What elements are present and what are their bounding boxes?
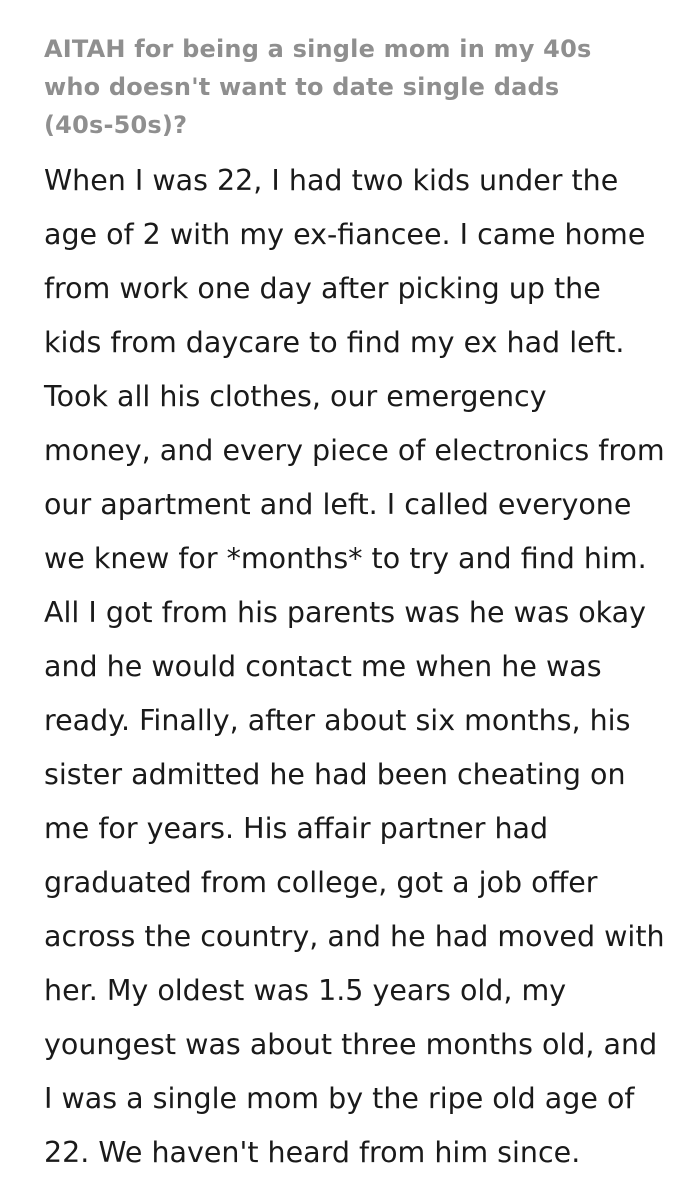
post	[44, 30, 674, 1180]
post-body-line: When I was 22, I had two kids under the	[44, 164, 619, 197]
post-title-line: (40s-50s)?	[44, 111, 188, 139]
post-body-line: we knew for *months* to try and find him.	[44, 542, 647, 575]
post-body	[44, 154, 674, 1180]
post-body-line: our apartment and left. I called everyone	[44, 488, 632, 521]
post-title-line: AITAH for being a single mom in my 40s	[44, 35, 592, 63]
post-body-line: across the country, and he had moved with	[44, 920, 665, 953]
post-body-line: me for years. His affair partner had	[44, 812, 549, 845]
post-body-line: 22. We haven't heard from him since.	[44, 1136, 581, 1169]
post-body-line: her. My oldest was 1.5 years old, my	[44, 974, 567, 1007]
post-body-line: graduated from college, got a job offer	[44, 866, 598, 899]
post-body-line: money, and every piece of electronics from	[44, 434, 665, 467]
post-title	[44, 30, 674, 144]
post-body-line: ready. Finally, after about six months, his	[44, 704, 631, 737]
post-body-line: kids from daycare to find my ex had left.	[44, 326, 625, 359]
post-body-line: youngest was about three months old, and	[44, 1028, 658, 1061]
post-body-line: Took all his clothes, our emergency	[44, 380, 547, 413]
post-body-line: I was a single mom by the ripe old age of	[44, 1082, 635, 1115]
post-body-line: age of 2 with my ex-fiancee. I came home	[44, 218, 646, 251]
post-body-line: sister admitted he had been cheating on	[44, 758, 626, 791]
post-body-line: All I got from his parents was he was okay	[44, 596, 647, 629]
post-body-line: from work one day after picking up the	[44, 272, 601, 305]
post-body-line: and he would contact me when he was	[44, 650, 602, 683]
post-title-line: who doesn't want to date single dads	[44, 73, 560, 101]
